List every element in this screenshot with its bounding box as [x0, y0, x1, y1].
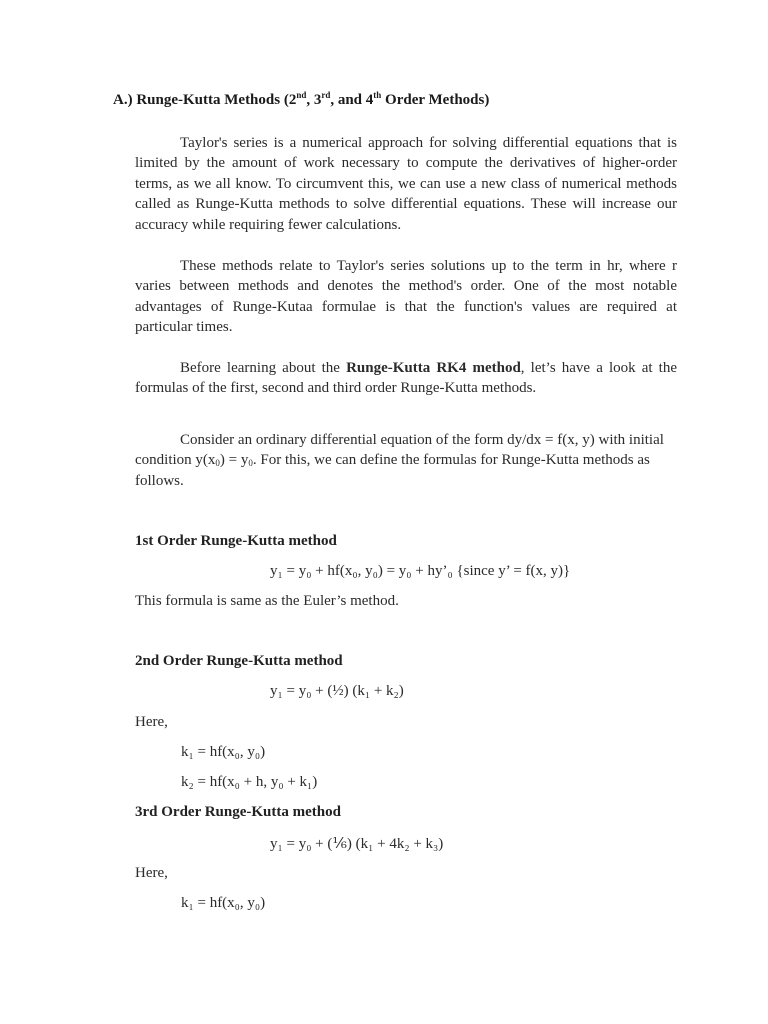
ordinal-suffix-2nd: nd: [296, 90, 307, 100]
paragraph-taylor-relation: These methods relate to Taylor's series solutions up to the term in hr, where r varies between methods and denotes the method's order. One of the most notable advantages of Runge-Kutaa formulae is that the function's values are required at particular times.: [135, 258, 677, 336]
first-order-title: 1st Order Runge-Kutta method: [135, 533, 337, 549]
second-order-title: 2nd Order Runge-Kutta method: [135, 653, 343, 669]
rk4-method-bold: Runge-Kutta RK4 method: [346, 360, 521, 376]
third-order-k1: k₁ = hf(x₀, y₀): [181, 895, 266, 911]
second-order-formula: y₁ = y₀ + (½) (k₁ + k₂): [270, 683, 404, 699]
paragraph-before-rk4: Before learning about the Runge-Kutta RK4 method, let’s have a look at the formulas of the first, second and third order Runge-Kutta methods.: [135, 360, 677, 397]
third-order-formula: y₁ = y₀ + (⅙) (k₁ + 4k₂ + k₃): [270, 836, 444, 852]
second-order-k2: k₂ = hf(x₀ + h, y₀ + k₁): [181, 774, 318, 790]
ordinal-suffix-4th: th: [373, 90, 382, 100]
paragraph-intro: Taylor's series is a numerical approach for solving differential equations that is limited by the amount of work necessary to compute the derivatives of higher-order terms, as we all know. To circumvent this, we can use a new class of numerical methods called as Runge-Kutta methods to solve differential equations. These will increase our accuracy while requiring fewer calculations.: [135, 135, 677, 233]
second-order-k1: k₁ = hf(x₀, y₀): [181, 744, 266, 760]
section-heading: A.) Runge-Kutta Methods (2nd, 3rd, and 4th Order Methods): [113, 90, 490, 108]
third-order-title: 3rd Order Runge-Kutta method: [135, 804, 341, 820]
euler-note: This formula is same as the Euler’s method.: [135, 593, 399, 609]
second-order-here: Here,: [135, 714, 168, 730]
first-order-formula: y₁ = y₀ + hf(x₀, y₀) = y₀ + hy’₀ {since y’ = f(x, y)}: [270, 563, 571, 579]
third-order-here: Here,: [135, 865, 168, 881]
ordinal-suffix-3rd: rd: [321, 90, 331, 100]
paragraph-ode: Consider an ordinary differential equation of the form dy/dx = f(x, y) with initial condition $y(x_0) = y_0$. For this, we can define the formulas for Runge-Kutta methods as follows.: [135, 432, 664, 489]
